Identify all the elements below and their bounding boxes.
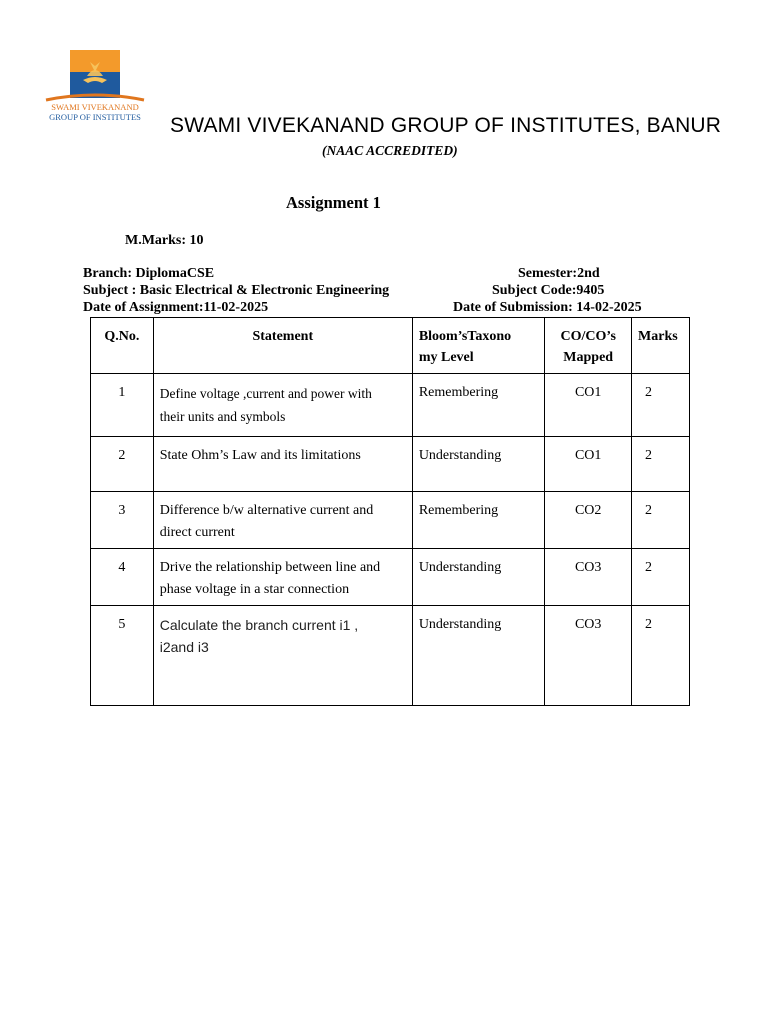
table-row — [91, 437, 690, 492]
table-row — [91, 492, 690, 549]
header-statement: Statement — [153, 318, 412, 374]
row-qno: 3 — [91, 492, 154, 549]
row-co: CO3 — [545, 606, 632, 706]
subject-label: Subject : Basic Electrical & Electronic Engineering — [83, 283, 390, 298]
semester-label: Semester:2nd — [518, 266, 600, 281]
table-row — [91, 606, 690, 706]
logo-line2: GROUP OF INSTITUTES — [49, 112, 141, 122]
header-blooms-level: Bloom’sTaxono my Level — [412, 318, 545, 374]
row-level: Understanding — [412, 606, 545, 706]
row-level: Remembering — [412, 374, 545, 437]
row-level: Remembering — [412, 492, 545, 549]
logo-line1: SWAMI VIVEKANAND — [51, 102, 139, 112]
table-row — [91, 549, 690, 606]
row-level: Understanding — [412, 437, 545, 492]
institute-name: SWAMI VIVEKANAND GROUP OF INSTITUTES, BANUR — [170, 114, 722, 137]
row-marks: 2 — [632, 437, 690, 492]
row-co: CO1 — [545, 374, 632, 437]
branch-label: Branch: DiplomaCSE — [83, 266, 215, 281]
row-marks: 2 — [632, 606, 690, 706]
row-statement: Difference b/w alternative current and direct current — [153, 492, 412, 549]
date-of-submission: Date of Submission: 14-02-2025 — [453, 300, 642, 315]
header-qno: Q.No. — [91, 318, 154, 374]
row-co: CO2 — [545, 492, 632, 549]
row-co: CO3 — [545, 549, 632, 606]
subject-code-label: Subject Code:9405 — [492, 283, 605, 298]
row-qno: 2 — [91, 437, 154, 492]
row-marks: 2 — [632, 492, 690, 549]
row-statement: Define voltage ,current and power with their units and symbols — [153, 374, 412, 437]
row-qno: 5 — [91, 606, 154, 706]
row-level: Understanding — [412, 549, 545, 606]
row-marks: 2 — [632, 549, 690, 606]
institute-logo — [40, 50, 155, 125]
row-marks: 2 — [632, 374, 690, 437]
table-row — [91, 374, 690, 437]
row-qno: 4 — [91, 549, 154, 606]
row-statement: State Ohm’s Law and its limitations — [153, 437, 412, 492]
assignment-title: Assignment 1 — [286, 193, 381, 212]
max-marks: M.Marks: 10 — [125, 233, 204, 248]
row-statement: Calculate the branch current i1 , i2and i3 — [153, 606, 412, 706]
row-co: CO1 — [545, 437, 632, 492]
accreditation-label: (NAAC ACCREDITED) — [322, 143, 458, 158]
date-of-assignment: Date of Assignment:11-02-2025 — [83, 300, 269, 315]
table-header-row — [91, 318, 690, 374]
row-statement: Drive the relationship between line and phase voltage in a star connection — [153, 549, 412, 606]
header-co-mapped: CO/CO’s Mapped — [545, 318, 632, 374]
row-qno: 1 — [91, 374, 154, 437]
header-marks: Marks — [632, 318, 690, 374]
questions-table — [90, 317, 690, 706]
